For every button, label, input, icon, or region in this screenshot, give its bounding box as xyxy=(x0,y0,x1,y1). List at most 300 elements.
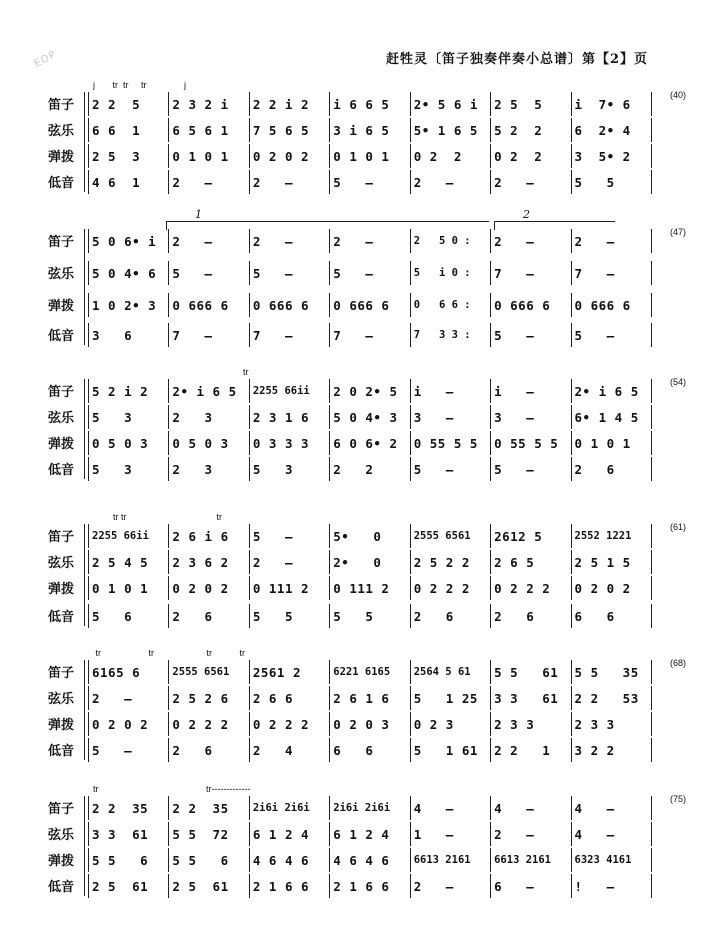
measure xyxy=(410,796,490,820)
measure-notes: 2612 5 xyxy=(494,528,543,544)
measure xyxy=(88,874,168,898)
measure-group xyxy=(88,457,652,481)
measure-notes: 0 1 0 1 xyxy=(574,435,631,451)
measure-notes: 0 2 2 2 xyxy=(252,716,310,732)
staff-row xyxy=(48,686,652,710)
measure-notes: 0 2 2 2 xyxy=(413,580,470,596)
measure-notes: 3 i 6 5 xyxy=(333,122,390,138)
measure-notes: 5 – xyxy=(413,461,454,477)
measure-notes: 5 – xyxy=(252,265,293,281)
measure xyxy=(249,738,329,762)
instrument-label: 弹拨 xyxy=(48,854,75,869)
measure xyxy=(329,604,409,628)
measure-notes: 2 3 xyxy=(172,409,213,425)
measure-notes: 5 3 xyxy=(92,409,133,425)
measure xyxy=(249,229,329,253)
instrument-label: 弦乐 xyxy=(48,556,75,571)
measure-notes: 2 3 6 2 xyxy=(172,554,229,570)
measure xyxy=(490,604,570,628)
measure-notes: 5 2 2 xyxy=(494,122,543,138)
staff-row xyxy=(48,874,652,898)
instrument-label: 低音 xyxy=(48,176,75,191)
measure-notes: 0 2 2 xyxy=(494,148,543,164)
staff-row xyxy=(48,522,686,548)
measure xyxy=(88,686,168,710)
measure xyxy=(490,431,570,455)
measure xyxy=(410,431,490,455)
instrument-label: 笛子 xyxy=(48,98,75,113)
measure xyxy=(571,261,652,285)
measure xyxy=(88,323,168,347)
instrument-label: 低音 xyxy=(48,463,75,478)
measure-notes: 0 5 0 3 xyxy=(172,435,229,451)
measure-notes: 7 – xyxy=(574,265,615,281)
measure-notes: 3 6 xyxy=(92,327,133,343)
measure-notes: i 7• 6 xyxy=(574,96,631,112)
measure xyxy=(571,144,652,168)
measure xyxy=(249,874,329,898)
measure xyxy=(490,524,570,548)
measure xyxy=(490,170,570,194)
measure xyxy=(571,405,652,429)
measure-notes: 1 0 2• 3 xyxy=(92,297,157,313)
measure xyxy=(329,712,409,736)
instrument-label: 弹拨 xyxy=(48,437,75,452)
measure xyxy=(88,524,168,548)
measure xyxy=(571,118,652,142)
measure-notes: 2 – xyxy=(574,233,615,249)
score-system xyxy=(48,510,686,640)
measure xyxy=(490,323,570,347)
measure xyxy=(571,379,652,403)
measure xyxy=(88,170,168,194)
measure xyxy=(88,822,168,846)
measure-notes: 2255 66ii xyxy=(252,385,310,397)
measure xyxy=(329,405,409,429)
measure-group xyxy=(88,576,652,600)
measure xyxy=(88,576,168,600)
measure-notes: 2 – xyxy=(413,878,454,894)
measure xyxy=(329,796,409,820)
instrument-label: 低音 xyxy=(48,880,75,895)
measure-notes: 0 2 2 xyxy=(413,148,462,164)
measure xyxy=(490,660,570,684)
measure-notes: 2 6 6 xyxy=(252,690,293,706)
measure xyxy=(249,92,329,116)
measure-notes: 2 3 xyxy=(172,461,213,477)
measure-notes: 4 – xyxy=(494,800,535,816)
score-system xyxy=(48,782,686,912)
measure-notes: 5 5 xyxy=(333,608,374,624)
measure xyxy=(410,848,490,872)
measure xyxy=(168,457,248,481)
measure-notes: 0 666 6 xyxy=(172,297,229,313)
instrument-label: 笛子 xyxy=(48,802,75,817)
measure-notes: 2i6i 2i6i xyxy=(333,802,391,814)
measure xyxy=(168,229,248,253)
measure-notes: 6 1 2 4 xyxy=(333,826,390,842)
measure xyxy=(490,550,570,574)
staff-row xyxy=(48,712,652,736)
measure-notes: 0 2 0 2 xyxy=(92,716,149,732)
measure-notes: 2 6 xyxy=(172,608,213,624)
measure-notes: 2• 0 xyxy=(333,554,382,570)
ornament-marks: tr tr tr xyxy=(88,512,223,522)
measure-notes: 4 6 4 6 xyxy=(333,852,390,868)
measure xyxy=(410,660,490,684)
measure-notes: 6 6 xyxy=(574,608,615,624)
measure-notes: 0 666 6 xyxy=(574,297,631,313)
measure xyxy=(249,323,329,347)
measure xyxy=(490,738,570,762)
measure-notes: 2 2 5 xyxy=(92,96,141,112)
instrument-label: 低音 xyxy=(48,329,75,344)
ornament-marks: tr tr------------- xyxy=(88,784,251,794)
measure xyxy=(88,229,168,253)
measure xyxy=(168,660,248,684)
measure xyxy=(571,170,652,194)
measure xyxy=(410,170,490,194)
staff-row xyxy=(48,261,652,285)
measure-notes: 3 2 2 xyxy=(574,742,615,758)
measure xyxy=(168,524,248,548)
measure-notes: ! – xyxy=(574,878,615,894)
measure-notes: 1 – xyxy=(413,826,454,842)
measure xyxy=(490,874,570,898)
measure-notes: 6 6 xyxy=(333,742,374,758)
measure-notes: 3 3 61 xyxy=(494,690,559,706)
measure xyxy=(410,144,490,168)
staff-row xyxy=(48,323,652,347)
measure xyxy=(329,524,409,548)
measure xyxy=(249,686,329,710)
measure-notes: 2 2 53 xyxy=(574,690,639,706)
measure-notes: 5 6 xyxy=(92,608,133,624)
measure xyxy=(168,92,248,116)
measure-notes: 0 2 2 2 xyxy=(494,580,551,596)
measure-notes: 2 – xyxy=(252,174,293,190)
measure xyxy=(249,712,329,736)
measure xyxy=(490,848,570,872)
measure xyxy=(329,261,409,285)
measure-notes: 5 5 6 xyxy=(172,852,229,868)
measure xyxy=(490,118,570,142)
measure-notes: 2 5 3 xyxy=(92,148,141,164)
measure-notes: i – xyxy=(494,383,535,399)
score-system xyxy=(48,78,686,208)
measure xyxy=(571,323,652,347)
measure xyxy=(410,118,490,142)
measure xyxy=(329,431,409,455)
measure-notes: 0 2 0 2 xyxy=(574,580,631,596)
measure xyxy=(410,686,490,710)
measure-notes: 0 1 0 1 xyxy=(172,148,229,164)
staff-row xyxy=(48,822,652,846)
measure-notes: 5 5 35 xyxy=(574,664,639,680)
measure xyxy=(249,431,329,455)
measure xyxy=(410,293,490,317)
measure-notes: 7 – xyxy=(252,327,293,343)
measure-notes: 5 2 i 2 xyxy=(92,383,149,399)
measure xyxy=(571,712,652,736)
instrument-label: 弦乐 xyxy=(48,828,75,843)
staff-row xyxy=(48,405,652,429)
staff-row xyxy=(48,576,652,600)
measure-group xyxy=(88,604,652,628)
measure-notes: 2 5 4 5 xyxy=(92,554,149,570)
measure-notes: 2 4 xyxy=(252,742,293,758)
staff-row xyxy=(48,794,686,820)
staff-row xyxy=(48,658,686,684)
measure-notes: 2i6i 2i6i xyxy=(252,802,310,814)
measure xyxy=(249,848,329,872)
measure-notes: 0 2 0 3 xyxy=(333,716,390,732)
staff-row xyxy=(48,848,652,872)
measure-notes: 5 – xyxy=(574,327,615,343)
measure-notes: 6165 6 xyxy=(92,664,141,680)
measure-group xyxy=(88,118,652,142)
staff-row xyxy=(48,377,686,403)
measure xyxy=(249,118,329,142)
measure-notes: 0 666 6 xyxy=(494,297,551,313)
measure-notes: 5 – xyxy=(494,327,535,343)
measure xyxy=(88,431,168,455)
measure-notes: 0 1 0 1 xyxy=(333,148,390,164)
measure-notes: 7 – xyxy=(333,327,374,343)
measure-notes: 4 6 1 xyxy=(92,174,141,190)
measure xyxy=(249,457,329,481)
measure-group xyxy=(88,323,652,347)
measure xyxy=(410,379,490,403)
measure xyxy=(249,796,329,820)
measure-notes: 0 666 6 xyxy=(252,297,310,313)
measure xyxy=(88,738,168,762)
instrument-label: 弹拨 xyxy=(48,718,75,733)
measure xyxy=(410,261,490,285)
measure-notes: 6613 2161 xyxy=(413,854,471,866)
measure xyxy=(410,576,490,600)
measure-notes: 2564 5 61 xyxy=(413,666,471,678)
measure-notes: 6• 1 4 5 xyxy=(574,409,639,425)
measure-notes: 2 5 0 : xyxy=(413,235,471,247)
instrument-label: 弹拨 xyxy=(48,582,75,597)
measure xyxy=(88,796,168,820)
measure-group xyxy=(88,660,652,684)
measure-notes: 2 – xyxy=(172,233,213,249)
measure xyxy=(249,405,329,429)
measure-number: (68) xyxy=(669,658,686,668)
measure-notes: 3 5• 2 xyxy=(574,148,631,164)
measure-notes: 5 5 xyxy=(252,608,293,624)
measure xyxy=(168,323,248,347)
ornament-marks: j tr tr tr j xyxy=(88,80,187,90)
measure-number: (47) xyxy=(669,227,686,237)
measure-notes: 2 2 35 xyxy=(92,800,149,816)
measure xyxy=(88,118,168,142)
measure xyxy=(88,293,168,317)
measure-group xyxy=(88,738,652,762)
instrument-label: 弦乐 xyxy=(48,267,75,282)
measure xyxy=(329,144,409,168)
measure-notes: 5 3 xyxy=(252,461,293,477)
measure xyxy=(571,457,652,481)
measure-notes: 2 – xyxy=(494,174,535,190)
measure-notes: 2561 2 xyxy=(252,664,301,680)
measure-notes: 0 2 3 xyxy=(413,716,454,732)
measure-notes: 5 – xyxy=(333,265,374,281)
measure-notes: 2555 6561 xyxy=(172,666,230,678)
measure xyxy=(490,379,570,403)
measure xyxy=(88,550,168,574)
staff-row xyxy=(48,604,652,628)
measure xyxy=(168,293,248,317)
measure-notes: 2 5 1 5 xyxy=(574,554,631,570)
measure-group xyxy=(88,686,652,710)
measure-notes: 5 5 xyxy=(574,174,615,190)
measure xyxy=(410,92,490,116)
measure xyxy=(249,524,329,548)
measure-notes: 5 0 4• 6 xyxy=(92,265,157,281)
instrument-label: 笛子 xyxy=(48,235,75,250)
measure-notes: 6 6 1 xyxy=(92,122,141,138)
measure xyxy=(168,118,248,142)
measure xyxy=(490,712,570,736)
measure-notes: 5 1 25 xyxy=(413,690,478,706)
measure-notes: 3 – xyxy=(494,409,535,425)
measure xyxy=(329,848,409,872)
measure xyxy=(168,379,248,403)
measure xyxy=(329,293,409,317)
measure-notes: 2 – xyxy=(333,233,374,249)
measure xyxy=(88,405,168,429)
measure xyxy=(571,796,652,820)
measure xyxy=(329,576,409,600)
measure-notes: 2 6 xyxy=(172,742,213,758)
measure xyxy=(490,92,570,116)
measure-notes: 2 3 3 xyxy=(574,716,615,732)
measure xyxy=(329,874,409,898)
measure-notes: 5 5 6 xyxy=(92,852,149,868)
measure-notes: 0 6 6 : xyxy=(413,299,471,311)
measure xyxy=(88,604,168,628)
measure-notes: 2 6 xyxy=(574,461,615,477)
measure-group xyxy=(88,229,652,253)
measure-notes: 2 6 xyxy=(494,608,535,624)
instrument-label: 弹拨 xyxy=(48,150,75,165)
score-system xyxy=(48,365,686,495)
measure-group xyxy=(88,550,652,574)
measure-number: (54) xyxy=(669,377,686,387)
measure xyxy=(490,293,570,317)
measure xyxy=(490,822,570,846)
instrument-label: 笛子 xyxy=(48,530,75,545)
measure-notes: 5 0 4• 3 xyxy=(333,409,398,425)
measure-notes: 5 0 6• i xyxy=(92,233,157,249)
measure-notes: 2 – xyxy=(172,174,213,190)
staff-row xyxy=(48,170,652,194)
measure-notes: 6323 4161 xyxy=(574,854,632,866)
measure-notes: 2 1 6 6 xyxy=(333,878,390,894)
measure-notes: 6613 2161 xyxy=(494,854,552,866)
measure-group xyxy=(88,293,652,317)
measure xyxy=(329,379,409,403)
measure xyxy=(249,293,329,317)
measure xyxy=(410,524,490,548)
measure xyxy=(571,738,652,762)
measure-notes: 2• i 6 5 xyxy=(172,383,237,399)
watermark-logo: EOP xyxy=(32,49,59,70)
staff-row xyxy=(48,90,686,116)
measure xyxy=(168,604,248,628)
staff-row xyxy=(48,738,652,762)
measure xyxy=(88,144,168,168)
measure-notes: 5 5 61 xyxy=(494,664,559,680)
measure xyxy=(168,686,248,710)
measure xyxy=(571,660,652,684)
measure-notes: 0 111 2 xyxy=(333,580,390,596)
instrument-label: 笛子 xyxy=(48,666,75,681)
measure-notes: 2 2 xyxy=(333,461,374,477)
measure xyxy=(490,405,570,429)
measure xyxy=(410,405,490,429)
measure xyxy=(168,405,248,429)
measure-notes: 0 111 2 xyxy=(252,580,310,596)
measure-notes: 2555 6561 xyxy=(413,530,471,542)
second-ending-number: 2 xyxy=(523,208,530,221)
instrument-label: 弦乐 xyxy=(48,411,75,426)
measure-notes: 2 – xyxy=(92,690,133,706)
measure-notes: 2552 1221 xyxy=(574,530,632,542)
measure-notes: 2 2 1 xyxy=(494,742,551,758)
ornament-marks: tr xyxy=(88,367,249,377)
measure xyxy=(410,604,490,628)
measure-group xyxy=(88,874,652,898)
measure-notes: 2 2 35 xyxy=(172,800,229,816)
instrument-label: 笛子 xyxy=(48,385,75,400)
measure xyxy=(571,848,652,872)
measure-notes: 4 – xyxy=(413,800,454,816)
measure xyxy=(571,92,652,116)
instrument-label: 弦乐 xyxy=(48,124,75,139)
measure xyxy=(168,712,248,736)
measure xyxy=(88,712,168,736)
measure-notes: 2 3 1 6 xyxy=(252,409,310,425)
measure xyxy=(88,848,168,872)
measure-notes: i 6 6 5 xyxy=(333,96,390,112)
measure-notes: 6 1 2 4 xyxy=(252,826,310,842)
measure-notes: 2 5 61 xyxy=(172,878,229,894)
measure xyxy=(329,550,409,574)
measure xyxy=(571,524,652,548)
measure-notes: i – xyxy=(413,383,454,399)
measure-notes: 4 6 4 6 xyxy=(252,852,310,868)
measure xyxy=(249,550,329,574)
measure xyxy=(329,92,409,116)
measure-notes: 0 2 0 2 xyxy=(252,148,310,164)
measure xyxy=(410,457,490,481)
measure-number: (61) xyxy=(669,522,686,532)
measure xyxy=(571,431,652,455)
measure-group xyxy=(88,848,652,872)
measure-notes: 5 – xyxy=(172,265,213,281)
measure-notes: 2 3 3 xyxy=(494,716,535,732)
measure-notes: 3 3 61 xyxy=(92,826,149,842)
measure xyxy=(490,261,570,285)
measure xyxy=(490,229,570,253)
measure-notes: 0 3 3 3 xyxy=(252,435,310,451)
measure-notes: 5 – xyxy=(252,528,293,544)
measure xyxy=(571,576,652,600)
